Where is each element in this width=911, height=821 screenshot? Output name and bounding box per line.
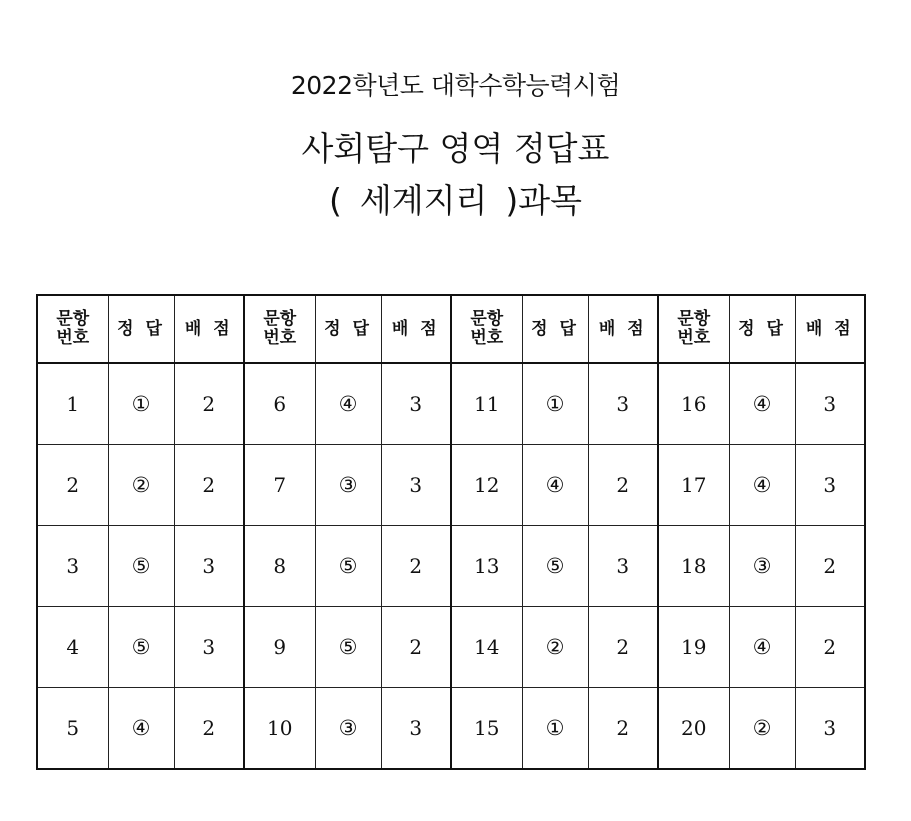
table-row (37, 607, 865, 688)
header-points: 배 점 (381, 295, 451, 363)
answer-cell: ⑤ (522, 526, 588, 607)
points-cell: 3 (795, 445, 865, 526)
question-number-cell: 8 (244, 526, 315, 607)
question-number-cell: 1 (37, 363, 108, 445)
points-cell: 2 (174, 445, 244, 526)
header-points: 배 점 (174, 295, 244, 363)
answer-cell: ① (108, 363, 174, 445)
question-number-cell: 5 (37, 688, 108, 770)
answer-cell: ① (522, 688, 588, 770)
answer-cell: ⑤ (108, 607, 174, 688)
points-cell: 3 (174, 526, 244, 607)
points-cell: 2 (795, 526, 865, 607)
question-number-cell: 11 (451, 363, 522, 445)
answer-cell: ② (729, 688, 795, 770)
question-number-cell: 7 (244, 445, 315, 526)
question-number-cell: 18 (658, 526, 729, 607)
table-row (37, 445, 865, 526)
points-cell: 3 (381, 688, 451, 770)
answer-sheet-title: 사회탐구 영역 정답표 (301, 129, 610, 168)
header-question-number: 문항 번호 (658, 295, 729, 363)
question-number-cell: 10 (244, 688, 315, 770)
subject-name: 세계지리 (359, 181, 488, 220)
points-cell: 2 (174, 363, 244, 445)
answer-cell: ④ (729, 363, 795, 445)
points-cell: 3 (381, 363, 451, 445)
points-cell: 3 (174, 607, 244, 688)
answer-cell: ① (522, 363, 588, 445)
answer-cell: ④ (522, 445, 588, 526)
answer-cell: ③ (315, 688, 381, 770)
answer-cell: ② (522, 607, 588, 688)
points-cell: 3 (588, 363, 658, 445)
answer-cell: ⑤ (108, 526, 174, 607)
answer-cell: ④ (315, 363, 381, 445)
answer-table (36, 294, 866, 770)
question-number-cell: 12 (451, 445, 522, 526)
subject-close-label: )과목 (505, 181, 583, 220)
points-cell: 2 (795, 607, 865, 688)
question-number-cell: 15 (451, 688, 522, 770)
answer-cell: ④ (729, 445, 795, 526)
points-cell: 3 (795, 363, 865, 445)
points-cell: 2 (381, 526, 451, 607)
points-cell: 2 (174, 688, 244, 770)
question-number-cell: 9 (244, 607, 315, 688)
table-header-row (37, 295, 865, 363)
answer-cell: ④ (729, 607, 795, 688)
table-row (37, 688, 865, 770)
points-cell: 2 (588, 445, 658, 526)
question-number-cell: 16 (658, 363, 729, 445)
points-cell: 3 (795, 688, 865, 770)
points-cell: 2 (381, 607, 451, 688)
question-number-cell: 17 (658, 445, 729, 526)
exam-title: 2022학년도 대학수학능력시험 (290, 71, 621, 100)
subject-title (0, 178, 911, 224)
table-row (37, 526, 865, 607)
answer-cell: ⑤ (315, 607, 381, 688)
answer-cell: ③ (729, 526, 795, 607)
question-number-cell: 6 (244, 363, 315, 445)
answer-cell: ③ (315, 445, 381, 526)
header-question-number: 문항 번호 (37, 295, 108, 363)
table-row (37, 363, 865, 445)
header-points: 배 점 (588, 295, 658, 363)
header-points: 배 점 (795, 295, 865, 363)
points-cell: 3 (588, 526, 658, 607)
answer-cell: ④ (108, 688, 174, 770)
header-answer: 정 답 (729, 295, 795, 363)
points-cell: 3 (381, 445, 451, 526)
header-answer: 정 답 (108, 295, 174, 363)
question-number-cell: 13 (451, 526, 522, 607)
question-number-cell: 3 (37, 526, 108, 607)
points-cell: 2 (588, 607, 658, 688)
question-number-cell: 4 (37, 607, 108, 688)
header-question-number: 문항 번호 (451, 295, 522, 363)
header-answer: 정 답 (315, 295, 381, 363)
question-number-cell: 20 (658, 688, 729, 770)
header-answer: 정 답 (522, 295, 588, 363)
answer-cell: ② (108, 445, 174, 526)
question-number-cell: 19 (658, 607, 729, 688)
header-question-number: 문항 번호 (244, 295, 315, 363)
question-number-cell: 14 (451, 607, 522, 688)
points-cell: 2 (588, 688, 658, 770)
answer-cell: ⑤ (315, 526, 381, 607)
subject-open-paren: ( (328, 181, 342, 220)
question-number-cell: 2 (37, 445, 108, 526)
